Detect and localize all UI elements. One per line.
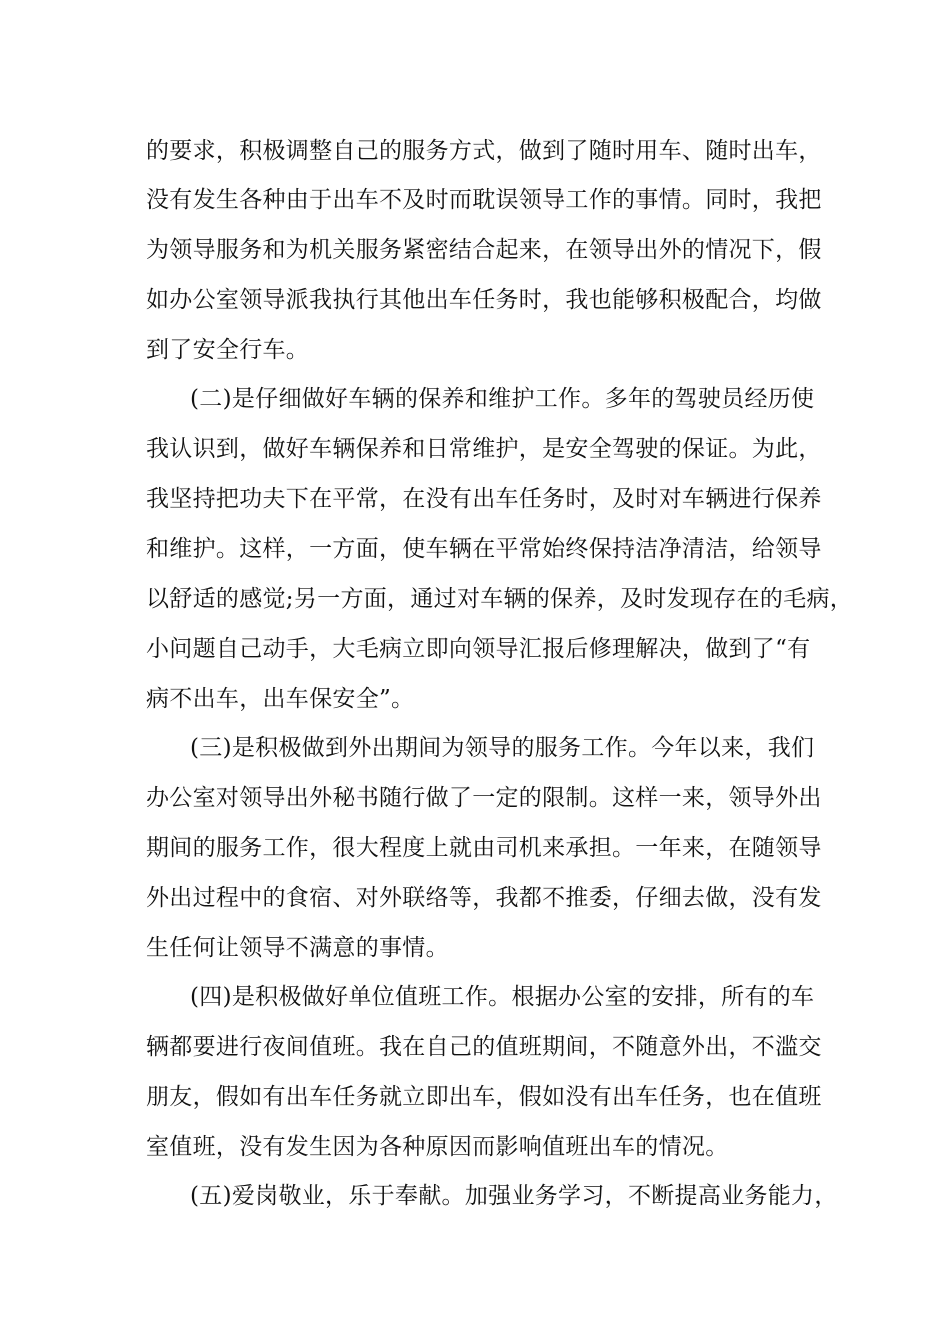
text-line: 辆都要进行夜间值班。我在自己的值班期间，不随意外出，不滥交: [146, 1034, 822, 1060]
text-line: 病不出车，出车保安全”。: [146, 686, 415, 712]
paragraph-start-line: (二)是仔细做好车辆的保养和维护工作。多年的驾驶员经历使: [190, 386, 815, 412]
text-line: 朋友，假如有出车任务就立即出车，假如没有出车任务，也在值班: [146, 1084, 822, 1110]
text-line: 到了安全行车。: [146, 337, 310, 363]
text-line: 为领导服务和为机关服务紧密结合起来，在领导出外的情况下，假: [146, 237, 822, 263]
text-line: 生任何让领导不满意的事情。: [146, 935, 449, 961]
paragraph-start-line: (五)爱岗敬业，乐于奉献。加强业务学习，不断提高业务能力，: [190, 1183, 838, 1209]
text-line: 室值班，没有发生因为各种原因而影响值班出车的情况。: [146, 1134, 729, 1160]
paragraph-start-line: (三)是积极做到外出期间为领导的服务工作。今年以来，我们: [190, 735, 815, 761]
text-line: 如办公室领导派我执行其他出车任务时，我也能够积极配合，均做: [146, 287, 822, 313]
text-line: 小问题自己动手，大毛病立即向领导汇报后修理解决，做到了“有: [146, 636, 811, 662]
text-line: 办公室对领导出外秘书随行做了一定的限制。这样一来，领导外出: [146, 785, 822, 811]
text-line: 以舒适的感觉;另一方面，通过对车辆的保养，及时发现存在的毛病，: [146, 586, 854, 612]
text-line: 的要求，积极调整自己的服务方式，做到了随时用车、随时出车，: [146, 138, 822, 164]
paragraph-start-line: (四)是积极做好单位值班工作。根据办公室的安排，所有的车: [190, 984, 815, 1010]
text-line: 没有发生各种由于出车不及时而耽误领导工作的事情。同时，我把: [146, 187, 822, 213]
text-line: 外出过程中的食宿、对外联络等，我都不推委，仔细去做，没有发: [146, 885, 822, 911]
text-line: 我坚持把功夫下在平常，在没有出车任务时，及时对车辆进行保养: [146, 486, 822, 512]
text-line: 我认识到，做好车辆保养和日常维护，是安全驾驶的保证。为此，: [146, 436, 822, 462]
text-line: 期间的服务工作，很大程度上就由司机来承担。一年来，在随领导: [146, 835, 822, 861]
text-line: 和维护。这样，一方面，使车辆在平常始终保持洁净清洁，给领导: [146, 536, 822, 562]
